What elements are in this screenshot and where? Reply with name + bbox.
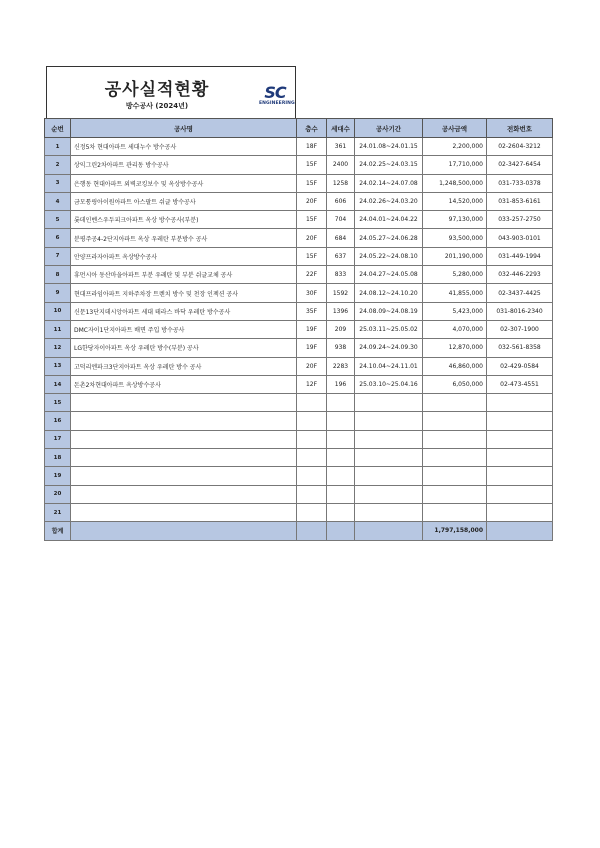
cell-amount: 201,190,000 [423, 247, 487, 265]
cell-period: 25.03.10~25.04.16 [355, 375, 423, 393]
cell-no: 13 [45, 357, 71, 375]
cell-units: 637 [327, 247, 355, 265]
cell-no: 8 [45, 266, 71, 284]
table-row [45, 394, 553, 412]
cell-phone: 043-903-0101 [487, 229, 553, 247]
cell-floors: 19F [297, 339, 327, 357]
cell-no: 11 [45, 320, 71, 338]
cell-phone: 032-446-2293 [487, 266, 553, 284]
cell-phone: 033-257-2750 [487, 211, 553, 229]
cell-name: 고덕리엔파크3단지아파트 옥상 우레탄 방수 공사 [71, 357, 297, 375]
cell-units [327, 485, 355, 503]
table-row [45, 247, 553, 265]
cell-amount: 6,050,000 [423, 375, 487, 393]
cell-floors: 20F [297, 229, 327, 247]
cell-amount [423, 430, 487, 448]
cell-amount: 1,248,500,000 [423, 174, 487, 192]
cell-phone: 02-2604-3212 [487, 138, 553, 156]
cell-floors: 12F [297, 375, 327, 393]
table-row [45, 339, 553, 357]
cell-period: 24.05.22~24.08.10 [355, 247, 423, 265]
cell-name [71, 449, 297, 467]
cell-name: DMC자이1단지아파트 배면 주입 방수공사 [71, 320, 297, 338]
cell-name: 현대프라임아파트 지하주차장 트렌치 방수 및 천장 인젝션 공사 [71, 284, 297, 302]
cell-no: 10 [45, 302, 71, 320]
table-row [45, 192, 553, 210]
cell-no: 1 [45, 138, 71, 156]
cell-no: 20 [45, 485, 71, 503]
cell-period: 24.02.14~24.07.08 [355, 174, 423, 192]
cell-name [71, 485, 297, 503]
table-row [45, 449, 553, 467]
cell-period [355, 449, 423, 467]
cell-period: 24.10.04~24.11.01 [355, 357, 423, 375]
cell-period [355, 503, 423, 521]
cell-floors: 15F [297, 156, 327, 174]
cell-units: 361 [327, 138, 355, 156]
page-title: 공사실적현황 [104, 80, 210, 100]
performance-table [44, 118, 553, 541]
header-amount: 공사금액 [423, 119, 487, 138]
cell-phone: 02-473-4551 [487, 375, 553, 393]
table-row [45, 174, 553, 192]
cell-name [71, 467, 297, 485]
cell-units: 704 [327, 211, 355, 229]
cell-phone [487, 503, 553, 521]
cell-units: 2400 [327, 156, 355, 174]
cell-units [327, 467, 355, 485]
total-row [45, 522, 553, 540]
cell-amount: 41,855,000 [423, 284, 487, 302]
table-row [45, 284, 553, 302]
cell-name [71, 503, 297, 521]
header-no: 순번 [45, 119, 71, 138]
company-logo [259, 83, 295, 111]
cell-period: 24.05.27~24.06.28 [355, 229, 423, 247]
cell-phone [487, 467, 553, 485]
cell-no: 3 [45, 174, 71, 192]
cell-floors [297, 394, 327, 412]
cell-amount: 14,520,000 [423, 192, 487, 210]
cell-no: 9 [45, 284, 71, 302]
cell-period: 24.01.08~24.01.15 [355, 138, 423, 156]
table-row [45, 375, 553, 393]
cell-units [327, 430, 355, 448]
cell-floors [297, 503, 327, 521]
cell-no: 2 [45, 156, 71, 174]
cell-name [71, 394, 297, 412]
cell-period: 24.08.12~24.10.20 [355, 284, 423, 302]
cell-amount [423, 394, 487, 412]
cell-period [355, 430, 423, 448]
cell-no: 4 [45, 192, 71, 210]
cell-floors [297, 412, 327, 430]
cell-phone: 02-429-0584 [487, 357, 553, 375]
cell-name: 신문13단지데시앙아파트 세대 테라스 바닥 우레탄 방수공사 [71, 302, 297, 320]
total-empty [327, 522, 355, 540]
cell-units: 606 [327, 192, 355, 210]
cell-name: 신정5차 현대아파트 세대누수 방수공사 [71, 138, 297, 156]
cell-units: 2283 [327, 357, 355, 375]
cell-period: 24.02.26~24.03.20 [355, 192, 423, 210]
cell-amount: 5,280,000 [423, 266, 487, 284]
cell-name [71, 412, 297, 430]
cell-period: 24.08.09~24.08.19 [355, 302, 423, 320]
logo-text: ENGINEERING [259, 101, 295, 106]
cell-floors: 20F [297, 192, 327, 210]
cell-floors: 19F [297, 320, 327, 338]
cell-units: 1396 [327, 302, 355, 320]
cell-amount: 5,423,000 [423, 302, 487, 320]
table-row [45, 302, 553, 320]
cell-no: 6 [45, 229, 71, 247]
cell-amount: 12,870,000 [423, 339, 487, 357]
cell-name: LG한당자이아파트 옥상 우레탄 방수(부분) 공사 [71, 339, 297, 357]
cell-phone: 031-733-0378 [487, 174, 553, 192]
cell-phone [487, 449, 553, 467]
total-empty [71, 522, 297, 540]
cell-name: 은행동 현대아파트 외벽코킹보수 및 옥상방수공사 [71, 174, 297, 192]
table-row [45, 320, 553, 338]
cell-floors: 15F [297, 211, 327, 229]
title-box [46, 66, 296, 119]
header-name: 공사명 [71, 119, 297, 138]
cell-units [327, 503, 355, 521]
cell-phone [487, 485, 553, 503]
cell-phone: 02-3437-4425 [487, 284, 553, 302]
table-row [45, 138, 553, 156]
cell-no: 16 [45, 412, 71, 430]
cell-floors: 22F [297, 266, 327, 284]
total-empty [487, 522, 553, 540]
cell-amount: 17,710,000 [423, 156, 487, 174]
cell-amount: 46,860,000 [423, 357, 487, 375]
table-row [45, 266, 553, 284]
table-row [45, 467, 553, 485]
cell-period [355, 412, 423, 430]
cell-units: 938 [327, 339, 355, 357]
cell-name: 롯데인벤스우두피크아파트 옥상 방수공사(부분) [71, 211, 297, 229]
cell-name: 분평주공4-2단지아파트 옥상 우레탄 부분방수 공사 [71, 229, 297, 247]
cell-phone: 02-307-1900 [487, 320, 553, 338]
cell-name: 휴먼시아 동산마을아파트 부분 우레탄 및 부분 쉬글교체 공사 [71, 266, 297, 284]
table-row [45, 412, 553, 430]
cell-amount: 2,200,000 [423, 138, 487, 156]
cell-phone: 02-3427-6454 [487, 156, 553, 174]
cell-phone [487, 430, 553, 448]
cell-floors: 30F [297, 284, 327, 302]
cell-no: 21 [45, 503, 71, 521]
cell-period: 24.02.25~24.03.15 [355, 156, 423, 174]
cell-phone: 031-449-1994 [487, 247, 553, 265]
cell-period [355, 394, 423, 412]
total-amount: 1,797,158,000 [423, 522, 487, 540]
cell-floors: 35F [297, 302, 327, 320]
header-phone: 전화번호 [487, 119, 553, 138]
cell-units: 1592 [327, 284, 355, 302]
cell-no: 7 [45, 247, 71, 265]
cell-units: 196 [327, 375, 355, 393]
cell-amount: 93,500,000 [423, 229, 487, 247]
table-row [45, 357, 553, 375]
table-row [45, 156, 553, 174]
cell-units [327, 412, 355, 430]
cell-name [71, 430, 297, 448]
cell-floors: 20F [297, 357, 327, 375]
cell-amount: 4,070,000 [423, 320, 487, 338]
cell-units: 833 [327, 266, 355, 284]
cell-amount [423, 467, 487, 485]
table-row [45, 485, 553, 503]
cell-period: 24.09.24~24.09.30 [355, 339, 423, 357]
cell-no: 18 [45, 449, 71, 467]
table-header-row [45, 119, 553, 138]
cell-name: 돈촌2차현대아파트 옥상방수공사 [71, 375, 297, 393]
cell-phone: 032-561-8358 [487, 339, 553, 357]
cell-amount: 97,130,000 [423, 211, 487, 229]
header-floors: 층수 [297, 119, 327, 138]
cell-period: 24.04.01~24.04.22 [355, 211, 423, 229]
cell-phone [487, 412, 553, 430]
total-empty [297, 522, 327, 540]
cell-amount [423, 449, 487, 467]
logo-mark: SC [264, 83, 286, 102]
cell-name: 상익그린2차아파트 관리동 방수공사 [71, 156, 297, 174]
total-label: 합계 [45, 522, 71, 540]
header-period: 공사기간 [355, 119, 423, 138]
table-row [45, 430, 553, 448]
cell-phone: 031-8016-2340 [487, 302, 553, 320]
cell-floors: 15F [297, 174, 327, 192]
cell-no: 14 [45, 375, 71, 393]
cell-floors [297, 430, 327, 448]
cell-amount [423, 412, 487, 430]
cell-period: 25.03.11~25.05.02 [355, 320, 423, 338]
page-subtitle: 방수공사 (2024년) [125, 102, 189, 110]
cell-floors: 18F [297, 138, 327, 156]
cell-floors [297, 467, 327, 485]
cell-floors: 15F [297, 247, 327, 265]
cell-period [355, 467, 423, 485]
cell-floors [297, 485, 327, 503]
cell-units: 209 [327, 320, 355, 338]
cell-period [355, 485, 423, 503]
cell-no: 5 [45, 211, 71, 229]
cell-name: 안양프라자아파트 옥상방수공사 [71, 247, 297, 265]
cell-no: 12 [45, 339, 71, 357]
cell-no: 19 [45, 467, 71, 485]
cell-units [327, 394, 355, 412]
cell-no: 17 [45, 430, 71, 448]
cell-units: 684 [327, 229, 355, 247]
cell-units: 1258 [327, 174, 355, 192]
cell-units [327, 449, 355, 467]
table-row [45, 503, 553, 521]
cell-name: 금모퉁링아이원아파트 아스팔트 쉬글 방수공사 [71, 192, 297, 210]
header-units: 세대수 [327, 119, 355, 138]
total-empty [355, 522, 423, 540]
cell-amount [423, 503, 487, 521]
cell-phone: 031-853-6161 [487, 192, 553, 210]
table-row [45, 229, 553, 247]
table-row [45, 211, 553, 229]
cell-phone [487, 394, 553, 412]
cell-amount [423, 485, 487, 503]
cell-floors [297, 449, 327, 467]
table-body [45, 138, 553, 522]
cell-no: 15 [45, 394, 71, 412]
cell-period: 24.04.27~24.05.08 [355, 266, 423, 284]
